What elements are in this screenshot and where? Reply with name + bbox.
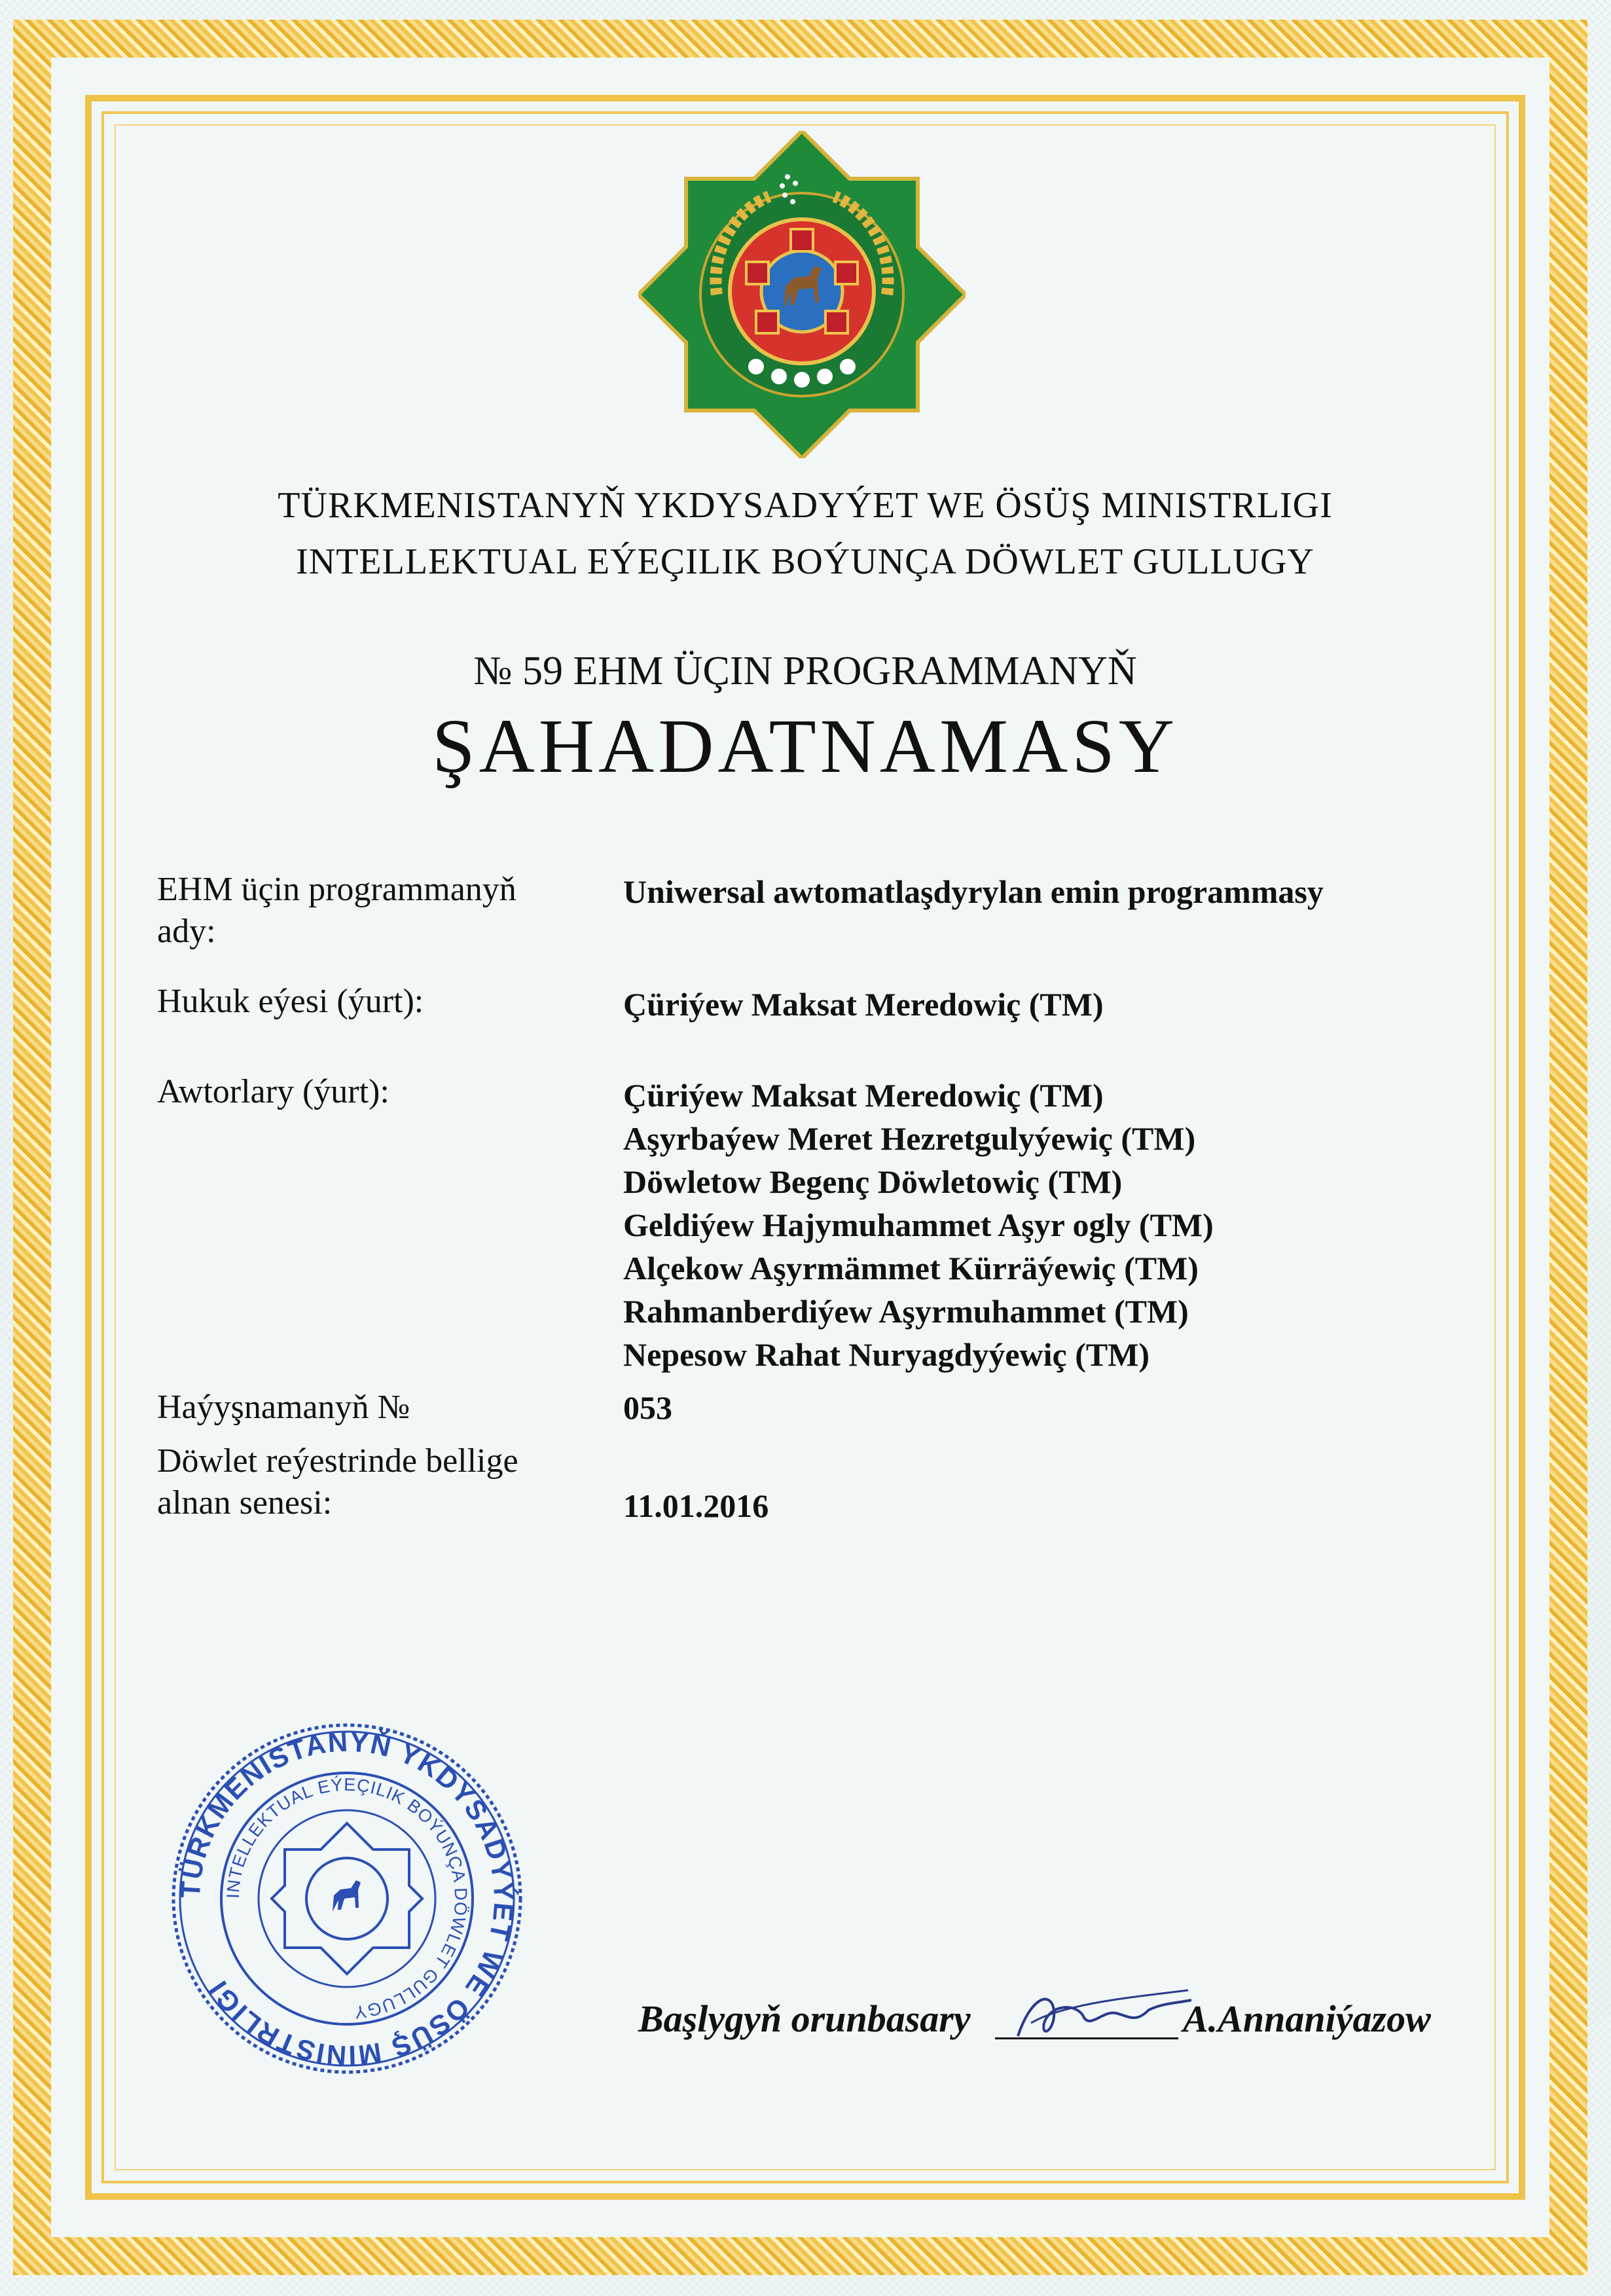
holder-value: Çüriýew Maksat Meredowiç (TM) <box>623 986 1104 1023</box>
program-name-label: EHM üçin programmanyň <box>157 871 516 908</box>
holder-label: Hukuk eýesi (ýurt): <box>157 983 424 1020</box>
stamp-inner-text: INTELLEKTUAL EÝEÇILIK BOÝUNÇA DÖWLET GULLUGY <box>223 1774 471 2022</box>
issuer-line-2: INTELLEKTUAL EÝEÇILIK BOÝUNÇA DÖWLET GULLUGY <box>296 541 1314 582</box>
program-name-value: Uniwersal awtomatlaşdyrylan emin programmasy <box>623 873 1324 910</box>
svg-text:INTELLEKTUAL EÝEÇILIK BOÝUNÇA <box>223 1775 471 2022</box>
registry-date-label: Döwlet reýestrinde bellige <box>157 1442 518 1480</box>
application-number-label: Haýyşnamanyň № <box>157 1389 410 1426</box>
national-emblem-icon <box>638 131 966 458</box>
author-item: Aşyrbaýew Meret Hezretgulyýewiç (TM) <box>623 1120 1196 1157</box>
stamp-outer-text: TÜRKMENISTANYŇ YKDYSADYÝET WE ÖSÜŞ MINISTRLIGI <box>174 1726 520 2071</box>
signatory-role: Başlygyň orunbasary <box>638 1997 971 2040</box>
author-item: Döwletow Begenç Döwletowiç (TM) <box>623 1163 1123 1200</box>
authors-list <box>623 1074 1214 1376</box>
author-item: Alçekow Aşyrmämmet Kürräýewiç (TM) <box>623 1250 1199 1286</box>
document-title: ŞAHADATNAMASY <box>431 703 1179 789</box>
author-item: Çüriýew Maksat Meredowiç (TM) <box>623 1077 1104 1114</box>
document-subtitle: № 59 EHM ÜÇIN PROGRAMMANYŇ <box>473 649 1137 693</box>
registry-date-value: 11.01.2016 <box>623 1487 769 1524</box>
issuer-line-1: TÜRKMENISTANYŇ YKDYSADYÝET WE ÖSÜŞ MINISTRLIGI <box>278 485 1333 526</box>
author-item: Geldiýew Hajymuhammet Aşyr ogly (TM) <box>623 1207 1214 1243</box>
program-name-label-cont: ady: <box>157 913 216 950</box>
signature-block <box>638 1997 1463 2049</box>
author-item: Nepesow Rahat Nuryagdyýewiç (TM) <box>623 1336 1150 1373</box>
application-number-value: 053 <box>623 1389 672 1426</box>
registry-date-label-cont: alnan senesi: <box>157 1484 333 1522</box>
official-stamp-icon <box>164 1715 530 2082</box>
signatory-name: A.Annaniýazow <box>1183 1997 1431 2040</box>
handwritten-signature-icon <box>1005 1984 1195 2049</box>
authors-label: Awtorlary (ýurt): <box>157 1073 389 1110</box>
author-item: Rahmanberdiýew Aşyrmuhammet (TM) <box>623 1293 1189 1330</box>
